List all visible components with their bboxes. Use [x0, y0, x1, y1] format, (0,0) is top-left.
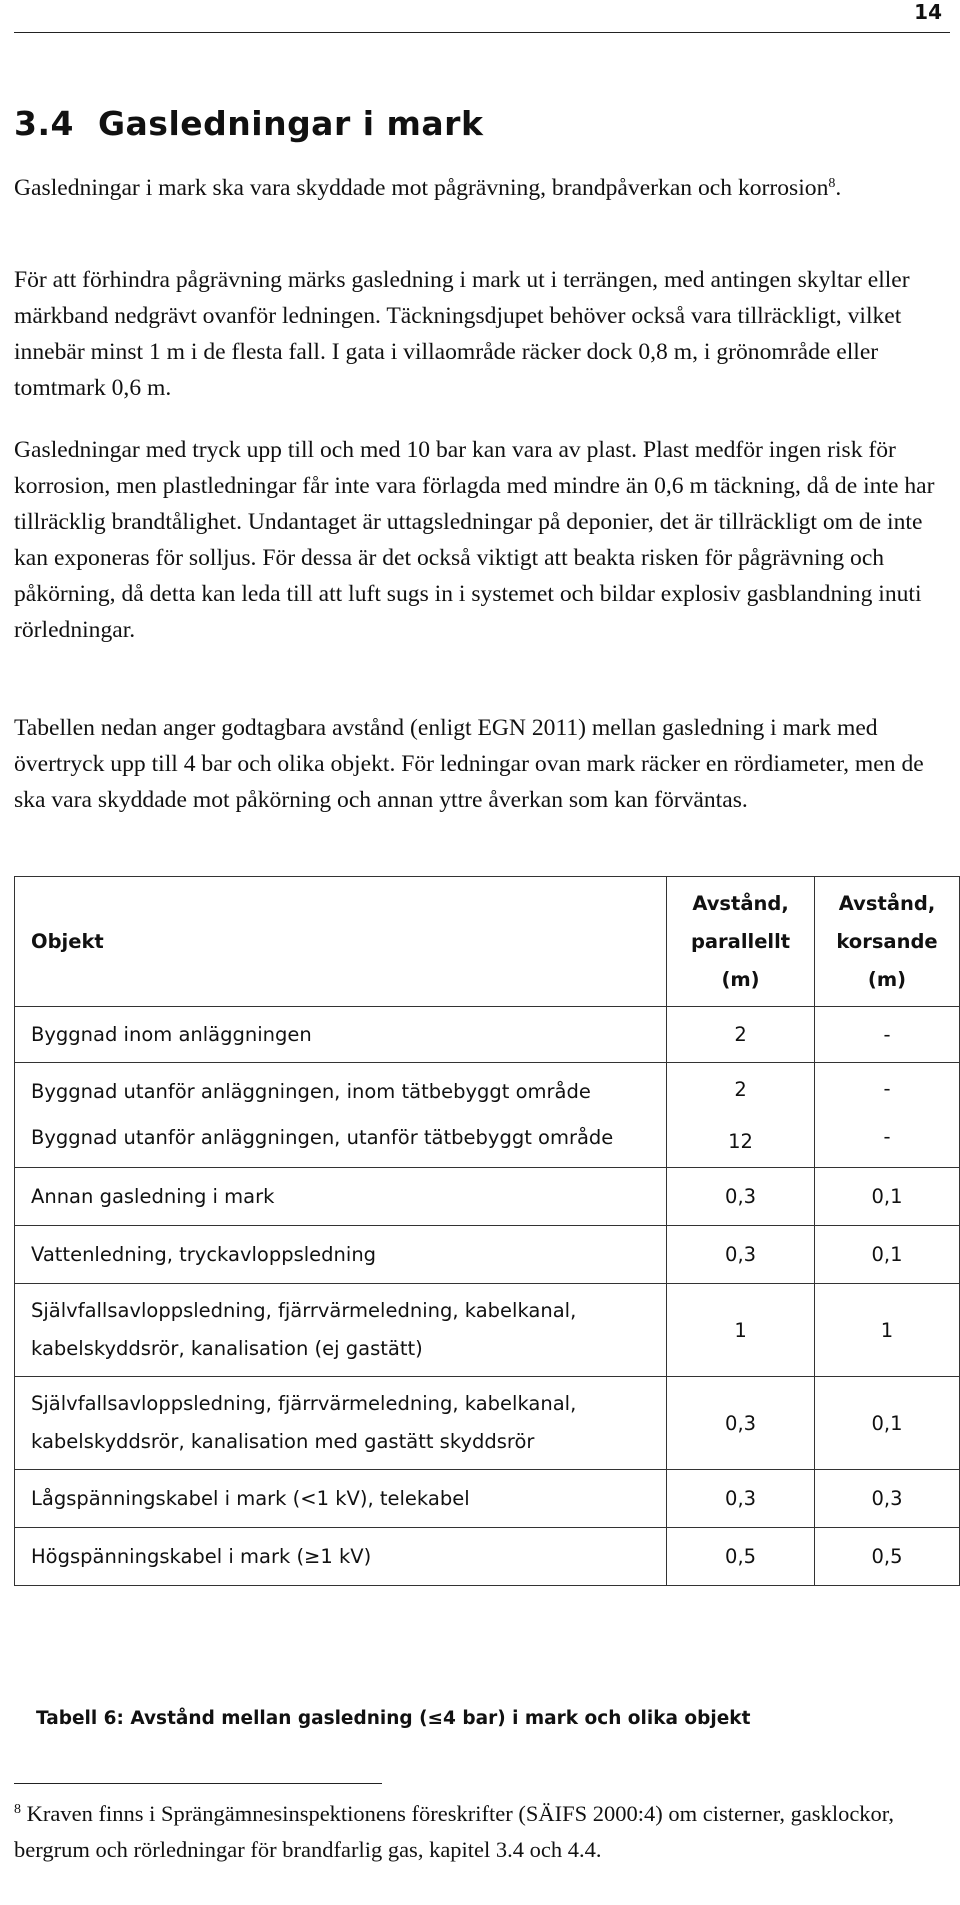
cell-crossing: 0,1: [815, 1377, 960, 1470]
table-row: [15, 1377, 960, 1470]
cell-crossing: -: [815, 1007, 960, 1063]
cell-parallel: 0,3: [667, 1226, 815, 1284]
section-heading: [14, 104, 483, 143]
table-row: [15, 1470, 960, 1528]
cell-object: Byggnad inom anläggningen: [15, 1007, 667, 1063]
cell-object: Byggnad utanför anläggningen, utanför tätbebyggt område: [15, 1115, 667, 1168]
paragraph-1-text: Gasledningar i mark ska vara skyddade mot pågrävning, brandpåverkan och korrosion: [14, 175, 829, 201]
cell-crossing: 0,1: [815, 1226, 960, 1284]
section-title: Gasledningar i mark: [97, 104, 484, 143]
header-crossing: Avstånd, korsande (m): [815, 877, 960, 1007]
cell-object: Annan gasledning i mark: [15, 1168, 667, 1226]
table-row: [15, 1115, 960, 1168]
section-number: 3.4: [14, 104, 74, 143]
paragraph-1-end: .: [835, 175, 842, 201]
header-object: Objekt: [15, 877, 667, 1007]
cell-parallel: 0,3: [667, 1470, 815, 1528]
cell-object: Vattenledning, tryckavloppsledning: [15, 1226, 667, 1284]
cell-object: Lågspänningskabel i mark (<1 kV), telekabel: [15, 1470, 667, 1528]
cell-parallel: 12: [667, 1115, 815, 1168]
header-rule: [14, 32, 950, 33]
footnote-text: Kraven finns i Sprängämnesinspektionens föreskrifter (SÄIFS 2000:4) om cisterner, gasklockor, bergrum och rörledningar för brandfarlig gas, kapitel 3.4 och 4.4.: [14, 1801, 895, 1862]
cell-parallel: 1: [667, 1284, 815, 1377]
paragraph-1: [14, 170, 944, 206]
table-row: [15, 1007, 960, 1063]
footnote-separator: [14, 1783, 382, 1784]
table-row: [15, 1528, 960, 1586]
table-row: [15, 1284, 960, 1377]
cell-object: Högspänningskabel i mark (≥1 kV): [15, 1528, 667, 1586]
table-row: [15, 1063, 960, 1116]
cell-crossing: 0,3: [815, 1470, 960, 1528]
cell-object: Självfallsavloppsledning, fjärrvärmeledning, kabelkanal, kabelskyddsrör, kanalisation med gastätt skyddsrör: [15, 1377, 667, 1470]
cell-crossing: -: [815, 1063, 960, 1116]
table-row: [15, 1226, 960, 1284]
page-number: 14: [914, 0, 942, 24]
footnote-number: 8: [14, 1802, 21, 1817]
table-header-row: [15, 877, 960, 1007]
table-caption: Tabell 6: Avstånd mellan gasledning (≤4 bar) i mark och olika objekt: [36, 1708, 751, 1729]
cell-object: Självfallsavloppsledning, fjärrvärmeledning, kabelkanal, kabelskyddsrör, kanalisation (ej gastätt): [15, 1284, 667, 1377]
cell-parallel: 2: [667, 1063, 815, 1116]
table-row: [15, 1168, 960, 1226]
cell-parallel: 0,5: [667, 1528, 815, 1586]
footnote: [14, 1796, 944, 1868]
paragraph-4: Tabellen nedan anger godtagbara avstånd (enligt EGN 2011) mellan gasledning i mark med övertryck upp till 4 bar och olika objekt. För ledningar ovan mark räcker en rördiameter, men de ska vara skyddade mot påkörning och annan yttre åverkan som kan förväntas.: [14, 715, 924, 813]
header-parallel: Avstånd, parallellt (m): [667, 877, 815, 1007]
paragraph-2: För att förhindra pågrävning märks gasledning i mark ut i terrängen, med antingen skyltar eller märkband nedgrävt ovanför ledningen. Täckningsdjupet behöver också vara tillräckligt, vilket innebär minst 1 m i de flesta fall. I gata i villaområde räcker dock 0,8 m, i grönområde eller tomtmark 0,6 m.: [14, 267, 910, 401]
cell-crossing: 1: [815, 1284, 960, 1377]
paragraph-3: Gasledningar med tryck upp till och med 10 bar kan vara av plast. Plast medför ingen risk för korrosion, men plastledningar får inte vara förlagda med mindre än 0,6 m täckning, då de inte har tillräcklig brandtålighet. Undantaget är uttagsledningar på deponier, det är tillräckligt om de inte kan exponeras för solljus. För dessa är det också viktigt att beakta risken för pågrävning och påkörning, då detta kan leda till att luft sugs in i systemet och bildar explosiv gasblandning inuti rörledningar.: [14, 437, 935, 643]
footnote-reference[interactable]: 8: [828, 176, 836, 191]
cell-parallel: 0,3: [667, 1168, 815, 1226]
distance-table: [14, 876, 960, 1586]
cell-crossing: -: [815, 1115, 960, 1168]
cell-object: Byggnad utanför anläggningen, inom tätbebyggt område: [15, 1063, 667, 1116]
cell-crossing: 0,1: [815, 1168, 960, 1226]
cell-parallel: 2: [667, 1007, 815, 1063]
cell-parallel: 0,3: [667, 1377, 815, 1470]
cell-crossing: 0,5: [815, 1528, 960, 1586]
